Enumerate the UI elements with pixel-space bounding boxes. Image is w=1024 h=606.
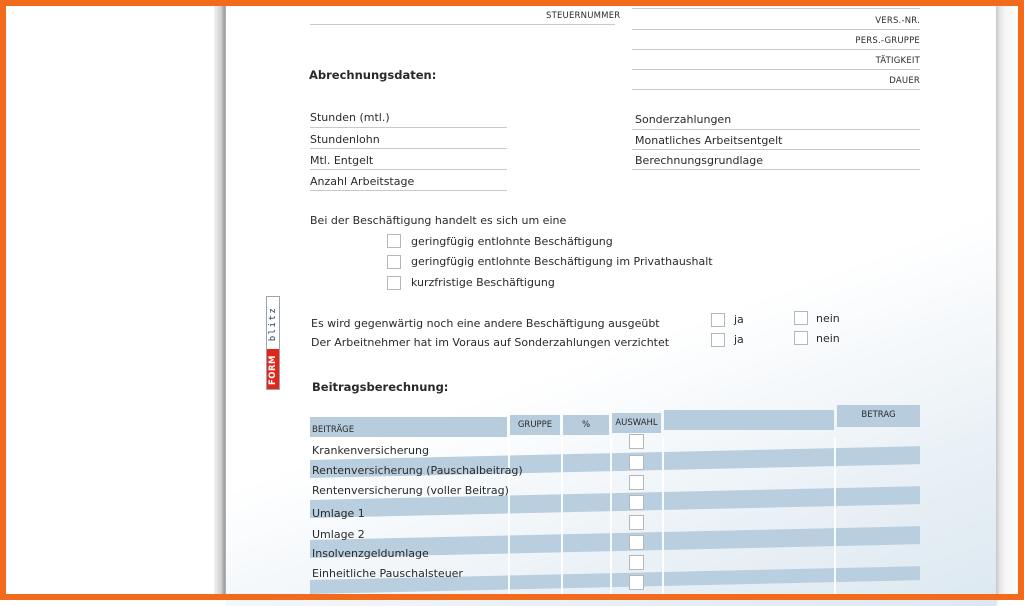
column-separator (561, 437, 563, 594)
field-line (310, 127, 507, 128)
question2-no-checkbox[interactable] (794, 331, 808, 345)
field-line (310, 169, 507, 170)
field-line (632, 169, 920, 170)
header-betrag: BETRAG (837, 405, 920, 427)
question1-yes-label: ja (734, 313, 744, 326)
field-stunden: Stunden (mtl.) (310, 111, 390, 124)
right-page-edge (996, 6, 1018, 594)
field-mtl-entgelt: Mtl. Entgelt (310, 154, 374, 167)
formblitz-logo (266, 296, 280, 390)
field-line (310, 190, 507, 191)
option-checkbox-geringfuegig[interactable] (387, 234, 401, 248)
auswahl-checkbox-6[interactable] (629, 555, 644, 570)
field-stundenlohn: Stundenlohn (310, 133, 380, 146)
logo-text-blitz: blitz (268, 306, 278, 342)
table-row-krankenversicherung: Krankenversicherung (312, 444, 429, 457)
taetigkeit-label: TÄTIGKEIT (875, 56, 920, 66)
auswahl-checkbox-5[interactable] (629, 535, 644, 550)
option-label: geringfügig entlohnte Beschäftigung (411, 235, 613, 248)
top-right-line-0 (632, 8, 920, 9)
field-line (310, 148, 507, 149)
auswahl-checkbox-7[interactable] (629, 575, 644, 590)
table-row-umlage2: Umlage 2 (312, 528, 365, 541)
auswahl-checkbox-0[interactable] (629, 434, 644, 449)
beschaeftigung-intro: Bei der Beschäftigung handelt es sich um eine (310, 214, 567, 227)
header-auswahl: AUSWAHL (612, 413, 661, 433)
header-empty (664, 410, 834, 430)
question1-yes-checkbox[interactable] (711, 313, 725, 327)
top-right-line-4 (632, 89, 920, 90)
abrechnungsdaten-title: Abrechnungsdaten: (309, 68, 437, 82)
column-separator (610, 437, 612, 594)
pers-gruppe-label: PERS.-GRUPPE (855, 36, 920, 46)
top-right-line-3 (632, 69, 920, 70)
steuernummer-line (310, 24, 615, 25)
beitragsberechnung-title: Beitragsberechnung: (312, 380, 449, 394)
question-andere-beschaeftigung: Es wird gegenwärtig noch eine andere Beschäftigung ausgeübt (311, 317, 660, 330)
option-checkbox-kurzfristig[interactable] (387, 276, 401, 290)
field-arbeitstage: Anzahl Arbeitstage (310, 175, 415, 188)
left-page-margin (6, 6, 220, 594)
auswahl-checkbox-2[interactable] (629, 475, 644, 490)
top-right-line-1 (632, 29, 920, 30)
auswahl-checkbox-3[interactable] (629, 495, 644, 510)
field-monatliches-entgelt: Monatliches Arbeitsentgelt (635, 134, 783, 147)
column-separator (662, 437, 664, 594)
question2-no-label: nein (816, 332, 840, 345)
header-beitraege: BEITRÄGE (310, 417, 507, 437)
header-percent: % (563, 415, 609, 435)
header-gruppe: GRUPPE (510, 415, 560, 435)
question1-no-checkbox[interactable] (794, 311, 808, 325)
vers-nr-label: VERS.-NR. (875, 16, 920, 26)
table-row-insolvenzgeldumlage: Insolvenzgeldumlage (312, 547, 429, 560)
top-right-line-2 (632, 49, 920, 50)
table-row-pauschalsteuer: Einheitliche Pauschalsteuer (312, 567, 463, 580)
question1-no-label: nein (816, 312, 840, 325)
option-label: kurzfristige Beschäftigung (411, 276, 555, 289)
field-line (632, 129, 920, 130)
auswahl-checkbox-4[interactable] (629, 515, 644, 530)
table-row-umlage1: Umlage 1 (312, 507, 365, 520)
column-separator (508, 437, 510, 594)
auswahl-checkbox-1[interactable] (629, 455, 644, 470)
logo-text-form: FORM (268, 354, 278, 386)
question2-yes-label: ja (734, 333, 744, 346)
field-berechnungsgrundlage: Berechnungsgrundlage (635, 154, 763, 167)
table-row-rv-voll: Rentenversicherung (voller Beitrag) (312, 484, 509, 497)
question-sonderzahlungen-verzicht: Der Arbeitnehmer hat im Voraus auf Sonderzahlungen verzichtet (311, 336, 670, 349)
column-separator (834, 437, 836, 594)
table-row-rv-pauschal: Rentenversicherung (Pauschalbeitrag) (312, 464, 523, 477)
field-line (632, 149, 920, 150)
steuernummer-label: STEUERNUMMER (546, 11, 621, 21)
option-label: geringfügig entlohnte Beschäftigung im Privathaushalt (411, 255, 713, 268)
option-checkbox-privathaushalt[interactable] (387, 255, 401, 269)
field-sonderzahlungen: Sonderzahlungen (635, 113, 732, 126)
dauer-label: DAUER (889, 76, 920, 86)
question2-yes-checkbox[interactable] (711, 333, 725, 347)
